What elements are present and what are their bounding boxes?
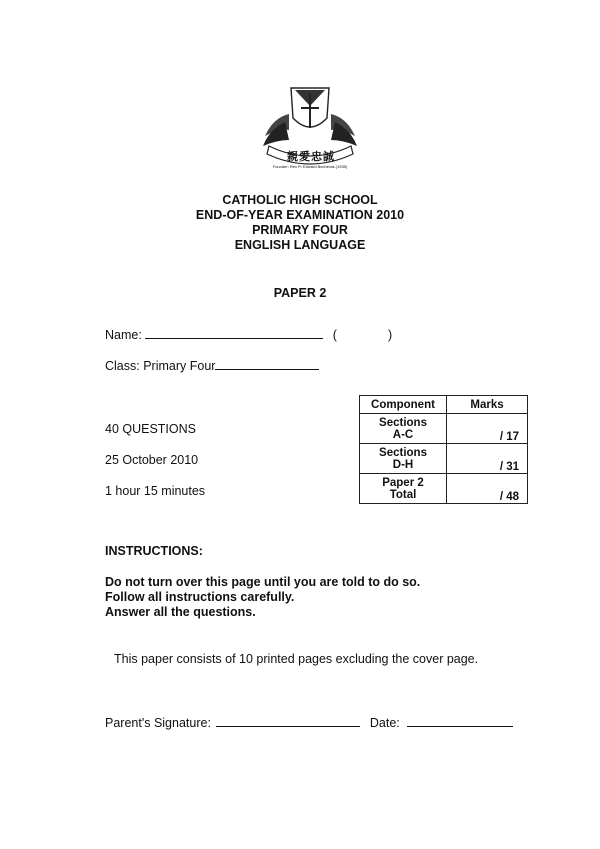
component-line1: Paper 2 — [382, 476, 424, 489]
marks-table-header — [360, 396, 528, 414]
signature-field[interactable] — [216, 725, 360, 727]
paper-title: PAPER 2 — [273, 286, 327, 300]
table-row — [360, 474, 528, 504]
component-cell — [360, 414, 447, 444]
name-field[interactable] — [145, 337, 323, 339]
instruction-line: Do not turn over this page until you are told to do so. — [105, 575, 421, 589]
table-row — [360, 444, 528, 474]
instruction-line: Answer all the questions. — [105, 605, 256, 619]
date-label: Date: — [369, 716, 400, 730]
component-line1: Sections — [379, 416, 427, 429]
page-count-note: This paper consists of 10 printed pages excluding the cover page. — [114, 652, 479, 666]
marks-header: Marks — [447, 396, 528, 414]
table-row — [360, 414, 528, 444]
instructions-heading: INSTRUCTIONS: — [105, 544, 203, 558]
school-name: CATHOLIC HIGH SCHOOL — [222, 193, 378, 207]
level-title: PRIMARY FOUR — [252, 223, 348, 237]
class-label: Class: Primary Four — [105, 359, 216, 373]
crest-founder-text: Founder: Rev Fr Edward Becheras (1935) — [272, 164, 348, 169]
signature-row — [105, 716, 513, 730]
index-paren-close: ) — [387, 328, 393, 342]
instruction-line: Follow all instructions carefully. — [105, 590, 295, 604]
school-crest — [255, 84, 365, 176]
subject-title: ENGLISH LANGUAGE — [234, 238, 366, 252]
name-row — [105, 328, 392, 342]
class-field[interactable] — [215, 368, 319, 370]
exam-date: 25 October 2010 — [105, 453, 199, 467]
crest-motto: 親愛忠誠 — [287, 150, 335, 163]
component-line2: D-H — [392, 458, 414, 471]
component-header: Component — [360, 396, 447, 414]
component-cell — [360, 444, 447, 474]
component-cell — [360, 474, 447, 504]
marks-table — [359, 395, 528, 504]
marks-cell: / 17 — [447, 414, 528, 444]
exam-duration: 1 hour 15 minutes — [105, 484, 206, 498]
marks-cell: / 31 — [447, 444, 528, 474]
index-paren-open: ( — [332, 328, 337, 342]
marks-cell: / 48 — [447, 474, 528, 504]
exam-title: END-OF-YEAR EXAMINATION 2010 — [195, 208, 405, 222]
question-count: 40 QUESTIONS — [105, 422, 196, 436]
component-line2: Total — [389, 488, 417, 501]
signature-label: Parent's Signature: — [105, 716, 211, 730]
component-line1: Sections — [379, 446, 427, 459]
class-row — [105, 359, 319, 373]
date-field[interactable] — [407, 725, 513, 727]
name-label: Name: — [105, 328, 142, 342]
component-line2: A-C — [392, 428, 414, 441]
